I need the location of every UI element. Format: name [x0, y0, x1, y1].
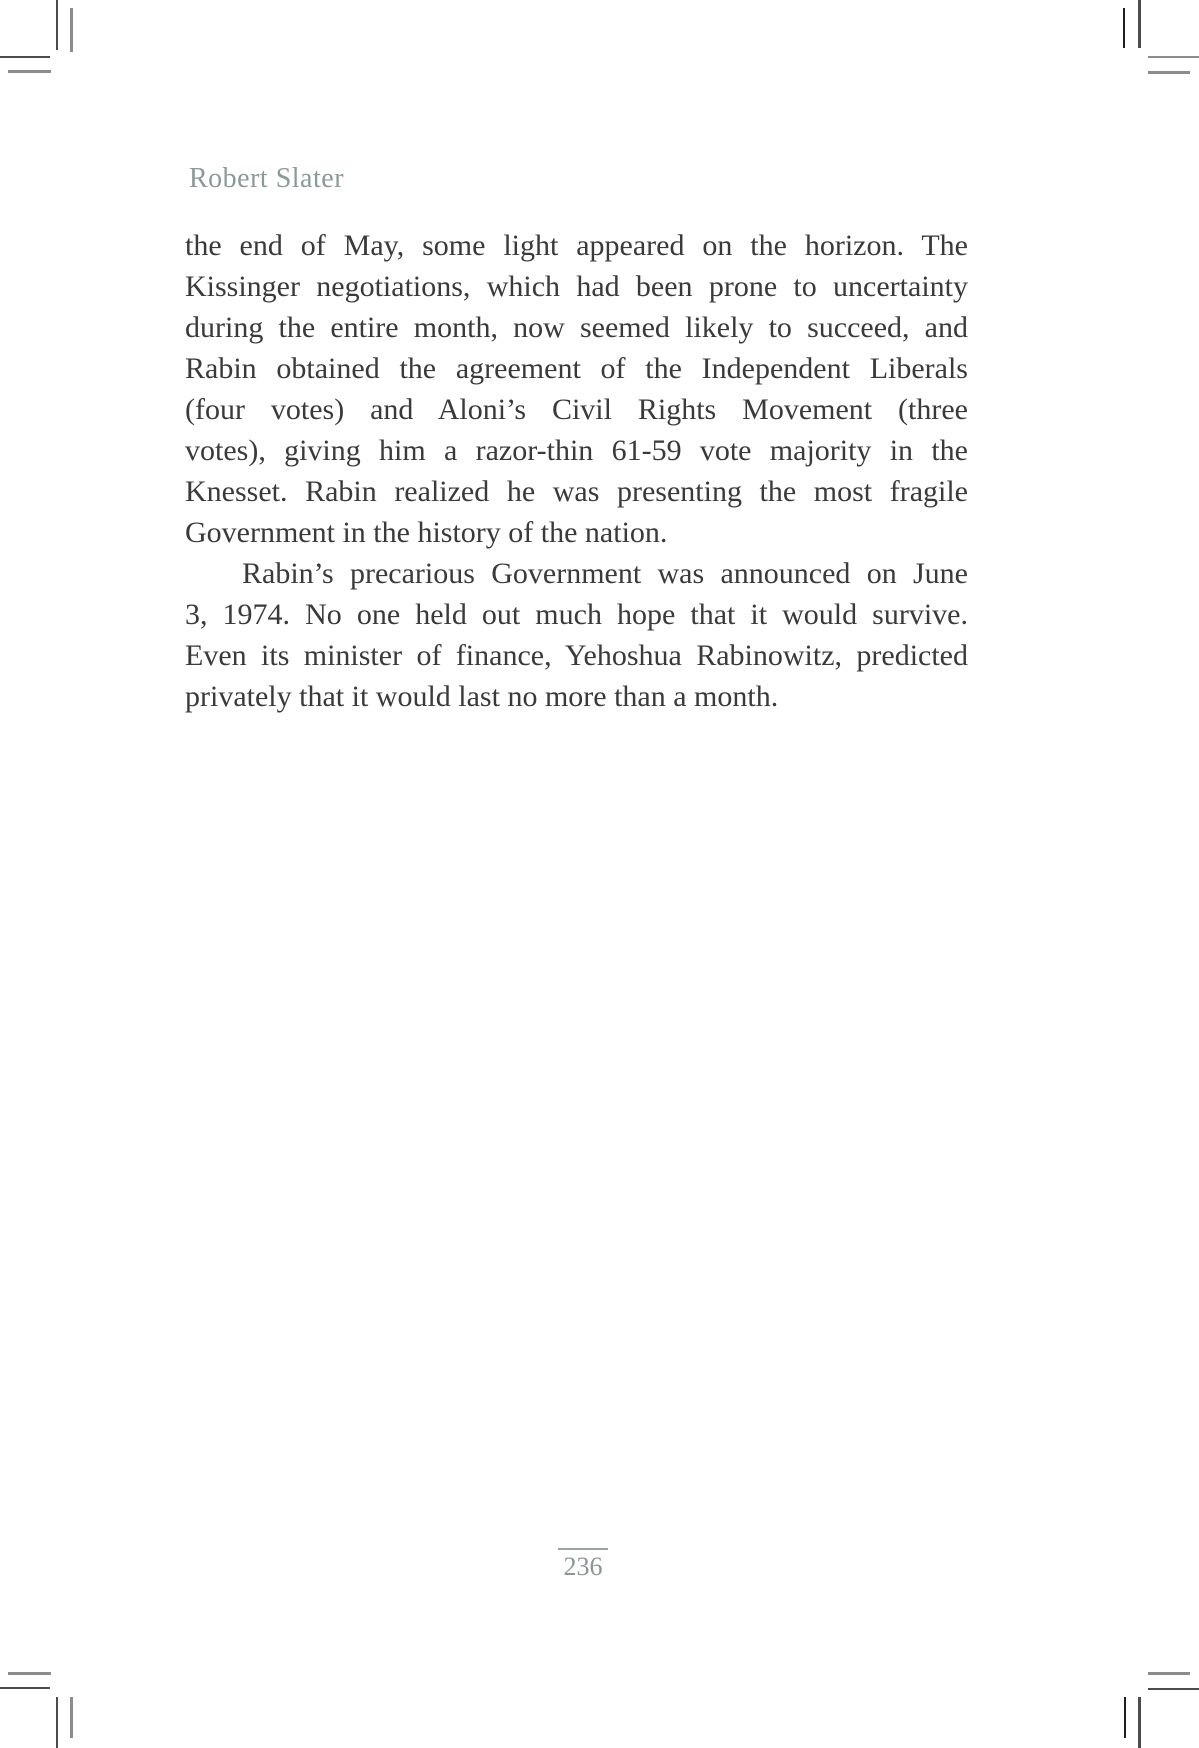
crop-mark-top-right-horizontal-inner — [1148, 71, 1190, 74]
crop-mark-top-left-vertical-outer — [56, 0, 58, 50]
body-line: during the entire month, now seemed likely to succeed, and — [185, 311, 968, 344]
crop-mark-bottom-left-vertical-inner — [70, 1697, 73, 1738]
page-number: 236 — [563, 1552, 603, 1581]
crop-mark-bottom-right-vertical-outer — [1138, 1697, 1141, 1748]
paragraph — [185, 225, 968, 553]
crop-mark-top-left-horizontal-inner — [8, 70, 51, 73]
body-line: Kissinger negotiations, which had been prone to uncertainty — [185, 270, 968, 303]
crop-mark-top-left-vertical-inner — [70, 8, 73, 52]
page-footer — [533, 1548, 633, 1580]
paragraph — [185, 553, 968, 717]
crop-mark-bottom-right-horizontal-outer — [1148, 1688, 1199, 1690]
body-line: Government in the history of the nation. — [185, 516, 668, 549]
running-header-author: Robert Slater — [189, 163, 345, 194]
body-line: 3, 1974. No one held out much hope that it would survive. — [185, 598, 968, 631]
body-line: votes), giving him a razor-thin 61-59 vote majority in the — [185, 434, 968, 467]
body-line: Rabin obtained the agreement of the Independent Liberals — [185, 352, 968, 385]
body-line: the end of May, some light appeared on the horizon. The — [185, 229, 968, 262]
crop-mark-top-right-vertical-inner — [1123, 8, 1125, 48]
crop-mark-top-right-horizontal-outer — [1148, 56, 1199, 58]
crop-mark-bottom-right-vertical-inner — [1124, 1697, 1126, 1738]
body-line: (four votes) and Aloni’s Civil Rights Movement (three — [185, 393, 968, 426]
body-line: Even its minister of finance, Yehoshua Rabinowitz, predicted — [185, 639, 968, 672]
crop-mark-bottom-right-horizontal-inner — [1148, 1672, 1190, 1675]
crop-mark-bottom-left-horizontal-outer — [0, 1687, 50, 1689]
page-number-rule — [558, 1548, 608, 1550]
body-line: Knesset. Rabin realized he was presenting the most fragile — [185, 475, 968, 508]
crop-mark-top-left-horizontal-outer — [0, 56, 50, 58]
body-text — [185, 225, 968, 717]
crop-mark-top-right-vertical-outer — [1138, 0, 1141, 48]
body-line: Rabin’s precarious Government was announced on June — [242, 557, 968, 590]
body-line: privately that it would last no more than a month. — [185, 680, 779, 713]
crop-mark-bottom-left-horizontal-inner — [8, 1672, 51, 1675]
crop-mark-bottom-left-vertical-outer — [56, 1697, 58, 1748]
